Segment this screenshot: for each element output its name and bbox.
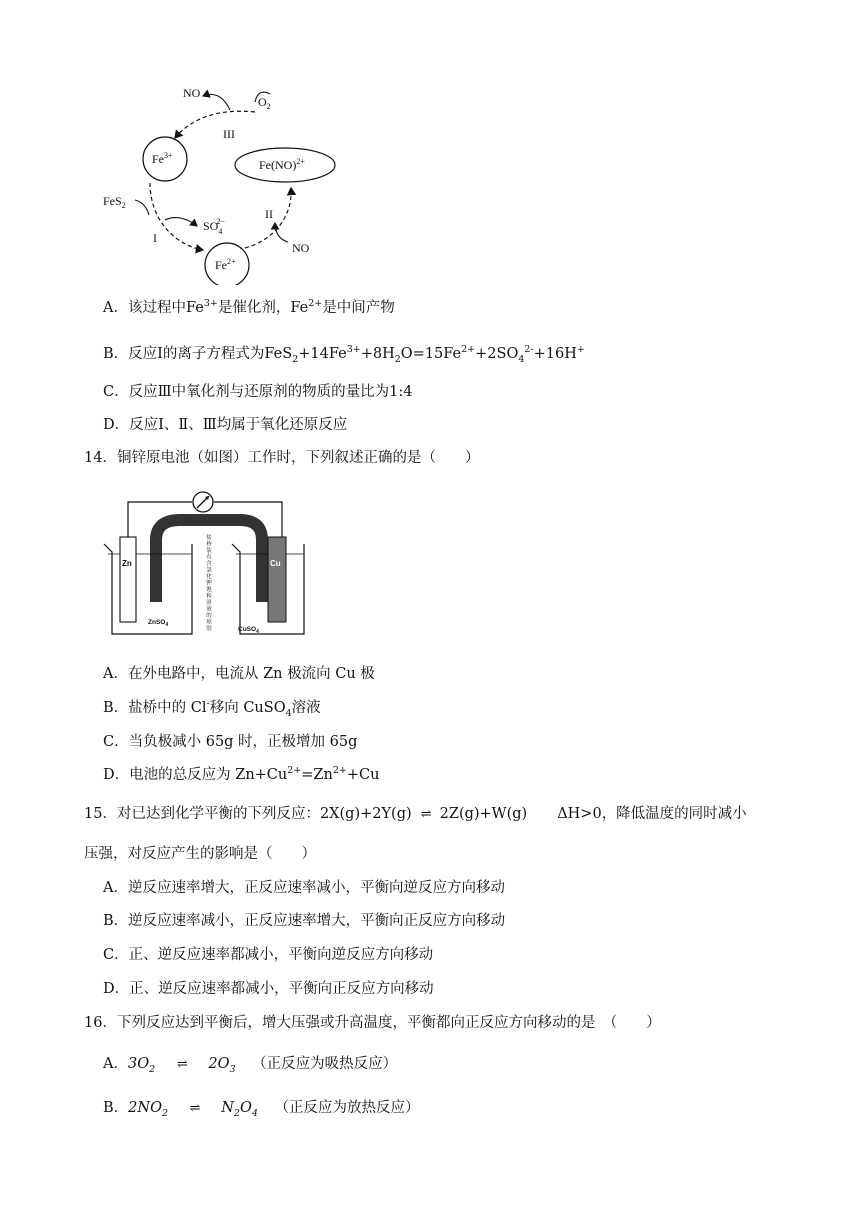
step3-label: III bbox=[223, 127, 235, 141]
q13-option-d: D．反应Ⅰ、Ⅱ、Ⅲ均属于氧化还原反应 bbox=[103, 417, 348, 433]
q13-option-a: A．该过程中$Fe^{3+}$是催化剂，$Fe^{2+}$是中间产物 bbox=[103, 298, 395, 316]
step1-label: I bbox=[153, 231, 157, 245]
q15-option-d: D．正、逆反应速率都减小，平衡向正反应方向移动 bbox=[103, 981, 434, 997]
q14-option-d: D．电池的总反应为 $Zn+Cu^{2+}=Zn^{2+}+Cu$ bbox=[103, 765, 380, 783]
q14-stem: 14．铜锌原电池（如图）工作时，下列叙述正确的是（ ） bbox=[84, 450, 480, 466]
salt-bridge-label: 盐桥装有含氯化钾饱和溶液的琼胶 bbox=[205, 534, 211, 632]
o2-label: $O_2$ bbox=[258, 95, 271, 111]
no-top-label: NO bbox=[183, 86, 201, 100]
q13-option-c: C．反应Ⅲ中氧化剂与还原剂的物质的量比为1:4 bbox=[103, 384, 413, 400]
equilibrium-arrow: ⇌ bbox=[420, 807, 431, 822]
q14-option-c: C．当负极减小 65g 时，正极增加 65g bbox=[103, 734, 358, 750]
q16-stem: 16．下列反应达到平衡后，增大压强或升高温度，平衡都向正反应方向移动的是 （ ） bbox=[84, 1015, 661, 1031]
q15-stem-line2: 压强，对反应产生的影响是（ ） bbox=[84, 846, 316, 862]
cu-electrode bbox=[268, 537, 286, 622]
q16-option-a: A．$3O_2$ ⇌ $2O_3$ （正反应为吸热反应） bbox=[103, 1056, 398, 1075]
q16-option-b: B．$2NO_2$ ⇌ $N_2O_4$ （正反应为放热反应） bbox=[103, 1100, 420, 1119]
galvanic-cell-diagram bbox=[100, 482, 310, 647]
zn-label: Zn bbox=[122, 559, 132, 568]
fe3-label: $Fe^{3+}$ bbox=[152, 151, 173, 166]
no-right-label: NO bbox=[292, 241, 310, 255]
q14-option-a: A．在外电路中，电流从 Zn 极流向 Cu 极 bbox=[103, 666, 375, 682]
cu-label: Cu bbox=[270, 559, 281, 568]
zn-electrode bbox=[120, 537, 136, 622]
q15-stem-line1: 15．对已达到化学平衡的下列反应：2X(g)+2Y(g) ⇌ 2Z(g)+W(g) ΔH>0，降低温度的同时减小 bbox=[84, 804, 747, 825]
q15-option-a: A．逆反应速率增大，正反应速率减小，平衡向逆反应方向移动 bbox=[103, 880, 505, 896]
so4-label: $SO_42-$ bbox=[203, 217, 225, 236]
step2-label: II bbox=[265, 207, 273, 221]
q15-option-c: C．正、逆反应速率都减小，平衡向逆反应方向移动 bbox=[103, 947, 434, 963]
iron-cycle-diagram bbox=[95, 80, 375, 285]
cuso4-label: CuSO$_4$ bbox=[238, 626, 259, 635]
fe2-label: $Fe^{2+}$ bbox=[215, 257, 236, 272]
equilibrium-arrow: ⇌ bbox=[176, 1057, 187, 1072]
feno-label: Fe(NO)$^{2+}$ bbox=[259, 157, 305, 172]
q15-option-b: B．逆反应速率减小，正反应速率增大，平衡向正反应方向移动 bbox=[103, 913, 506, 929]
fes2-label: FeS$_2$ bbox=[103, 194, 126, 210]
equilibrium-arrow: ⇌ bbox=[189, 1101, 200, 1116]
znso4-label: ZnSO$_4$ bbox=[148, 619, 169, 628]
q14-option-b: B．盐桥中的 Cl-移向 CuSO$_4$溶液 bbox=[103, 698, 321, 719]
q13-option-b: B．反应I的离子方程式为$FeS_2+14Fe^{3+}+8H_2O=15Fe^{2+}+2SO_4^{2-}+16H^+$ bbox=[103, 344, 585, 365]
